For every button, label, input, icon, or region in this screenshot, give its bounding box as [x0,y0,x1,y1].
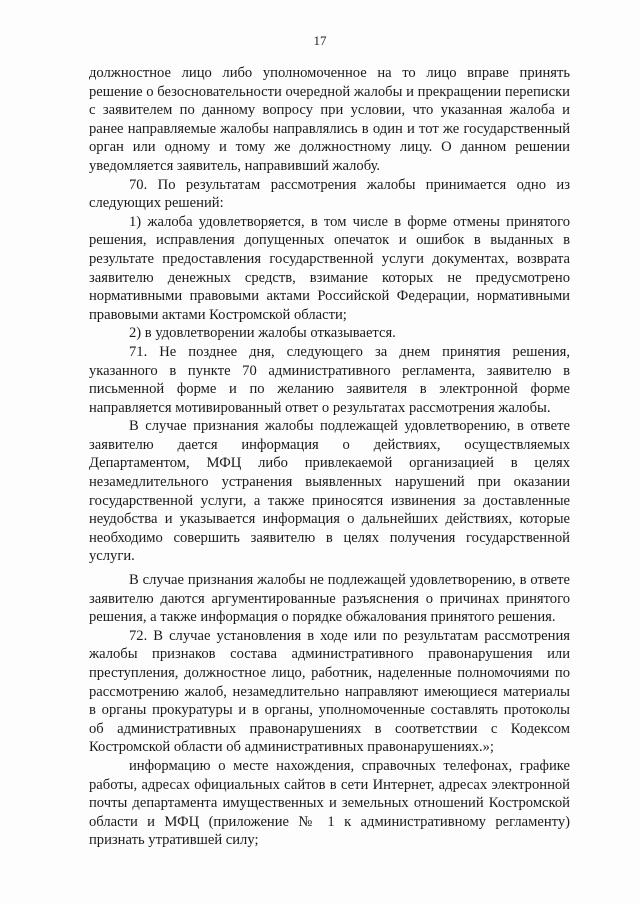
paragraph: должностное лицо либо уполномоченное на то лицо вправе принять решение о безосновательности очередной жалобы и прекращении переписки с заявителем по данному вопросу при условии, что указанная жалоба и ранее направляемые жалобы направлялись в один и тот же государственный орган или одному и тому же должностному лицу. О данном решении уведомляется заявитель, направивший жалобу. [89,65,570,174]
document-body [89,64,570,850]
paragraph: информацию о месте нахождения, справочных телефонах, графике работы, адресах официальных сайтов в сети Интернет, адресах электронной почты департамента имущественных и земельных отношений Костромской области и МФЦ (приложение № 1 к административному регламенту) признать утратившей силу; [89,757,570,849]
paragraph: 71. Не позднее дня, следующего за днем принятия решения, указанного в пункте 70 административного регламента, заявителю в письменной форме и по желанию заявителя в электронной форме направляется мотивированный ответ о результатах рассмотрения жалобы. [89,343,570,416]
paragraph: 70. По результатам рассмотрения жалобы принимается одно из следующих решений: [89,176,570,212]
paragraph: В случае признания жалобы подлежащей удовлетворению, в ответе заявителю дается информация о действиях, осуществляемых Департаментом, МФЦ либо привлекаемой организацией в целях незамедлительного устранения выявленных нарушений при оказании государственной услуги, а также приносятся извинения за доставленные неудобства и указывается информация о дальнейших действиях, которые необходимо совершить заявителю в целях получения государственной услуги. [89,418,570,565]
paragraph: 72. В случае установления в ходе или по результатам рассмотрения жалобы признаков состава административного правонарушения или преступления, должностное лицо, работник, наделенные полномочиями по рассмотрению жалоб, незамедлительно направляют имеющиеся материалы в органы прокуратуры и в органы, уполномоченные составлять протоколы об административных правонарушениях в соответствии с Кодексом Костромской области об административных правонарушениях.»; [89,627,570,756]
page-number: 17 [313,33,327,48]
paragraph: 1) жалоба удовлетворяется, в том числе в форме отмены принятого решения, исправления допущенных опечаток и ошибок в выданных в результате предоставления государственной услуги документах, возврата заявителю денежных средств, взимание которых не предусмотрено нормативными правовыми актами Российской Федерации, нормативными правовыми актами Костромской области; [89,213,570,323]
paragraph: 2) в удовлетворении жалобы отказывается. [129,325,396,342]
paragraph: В случае признания жалобы не подлежащей удовлетворению, в ответе заявителю даются аргументированные разъяснения о причинах принятого решения, а также информация о порядке обжалования принятого решения. [89,572,570,626]
